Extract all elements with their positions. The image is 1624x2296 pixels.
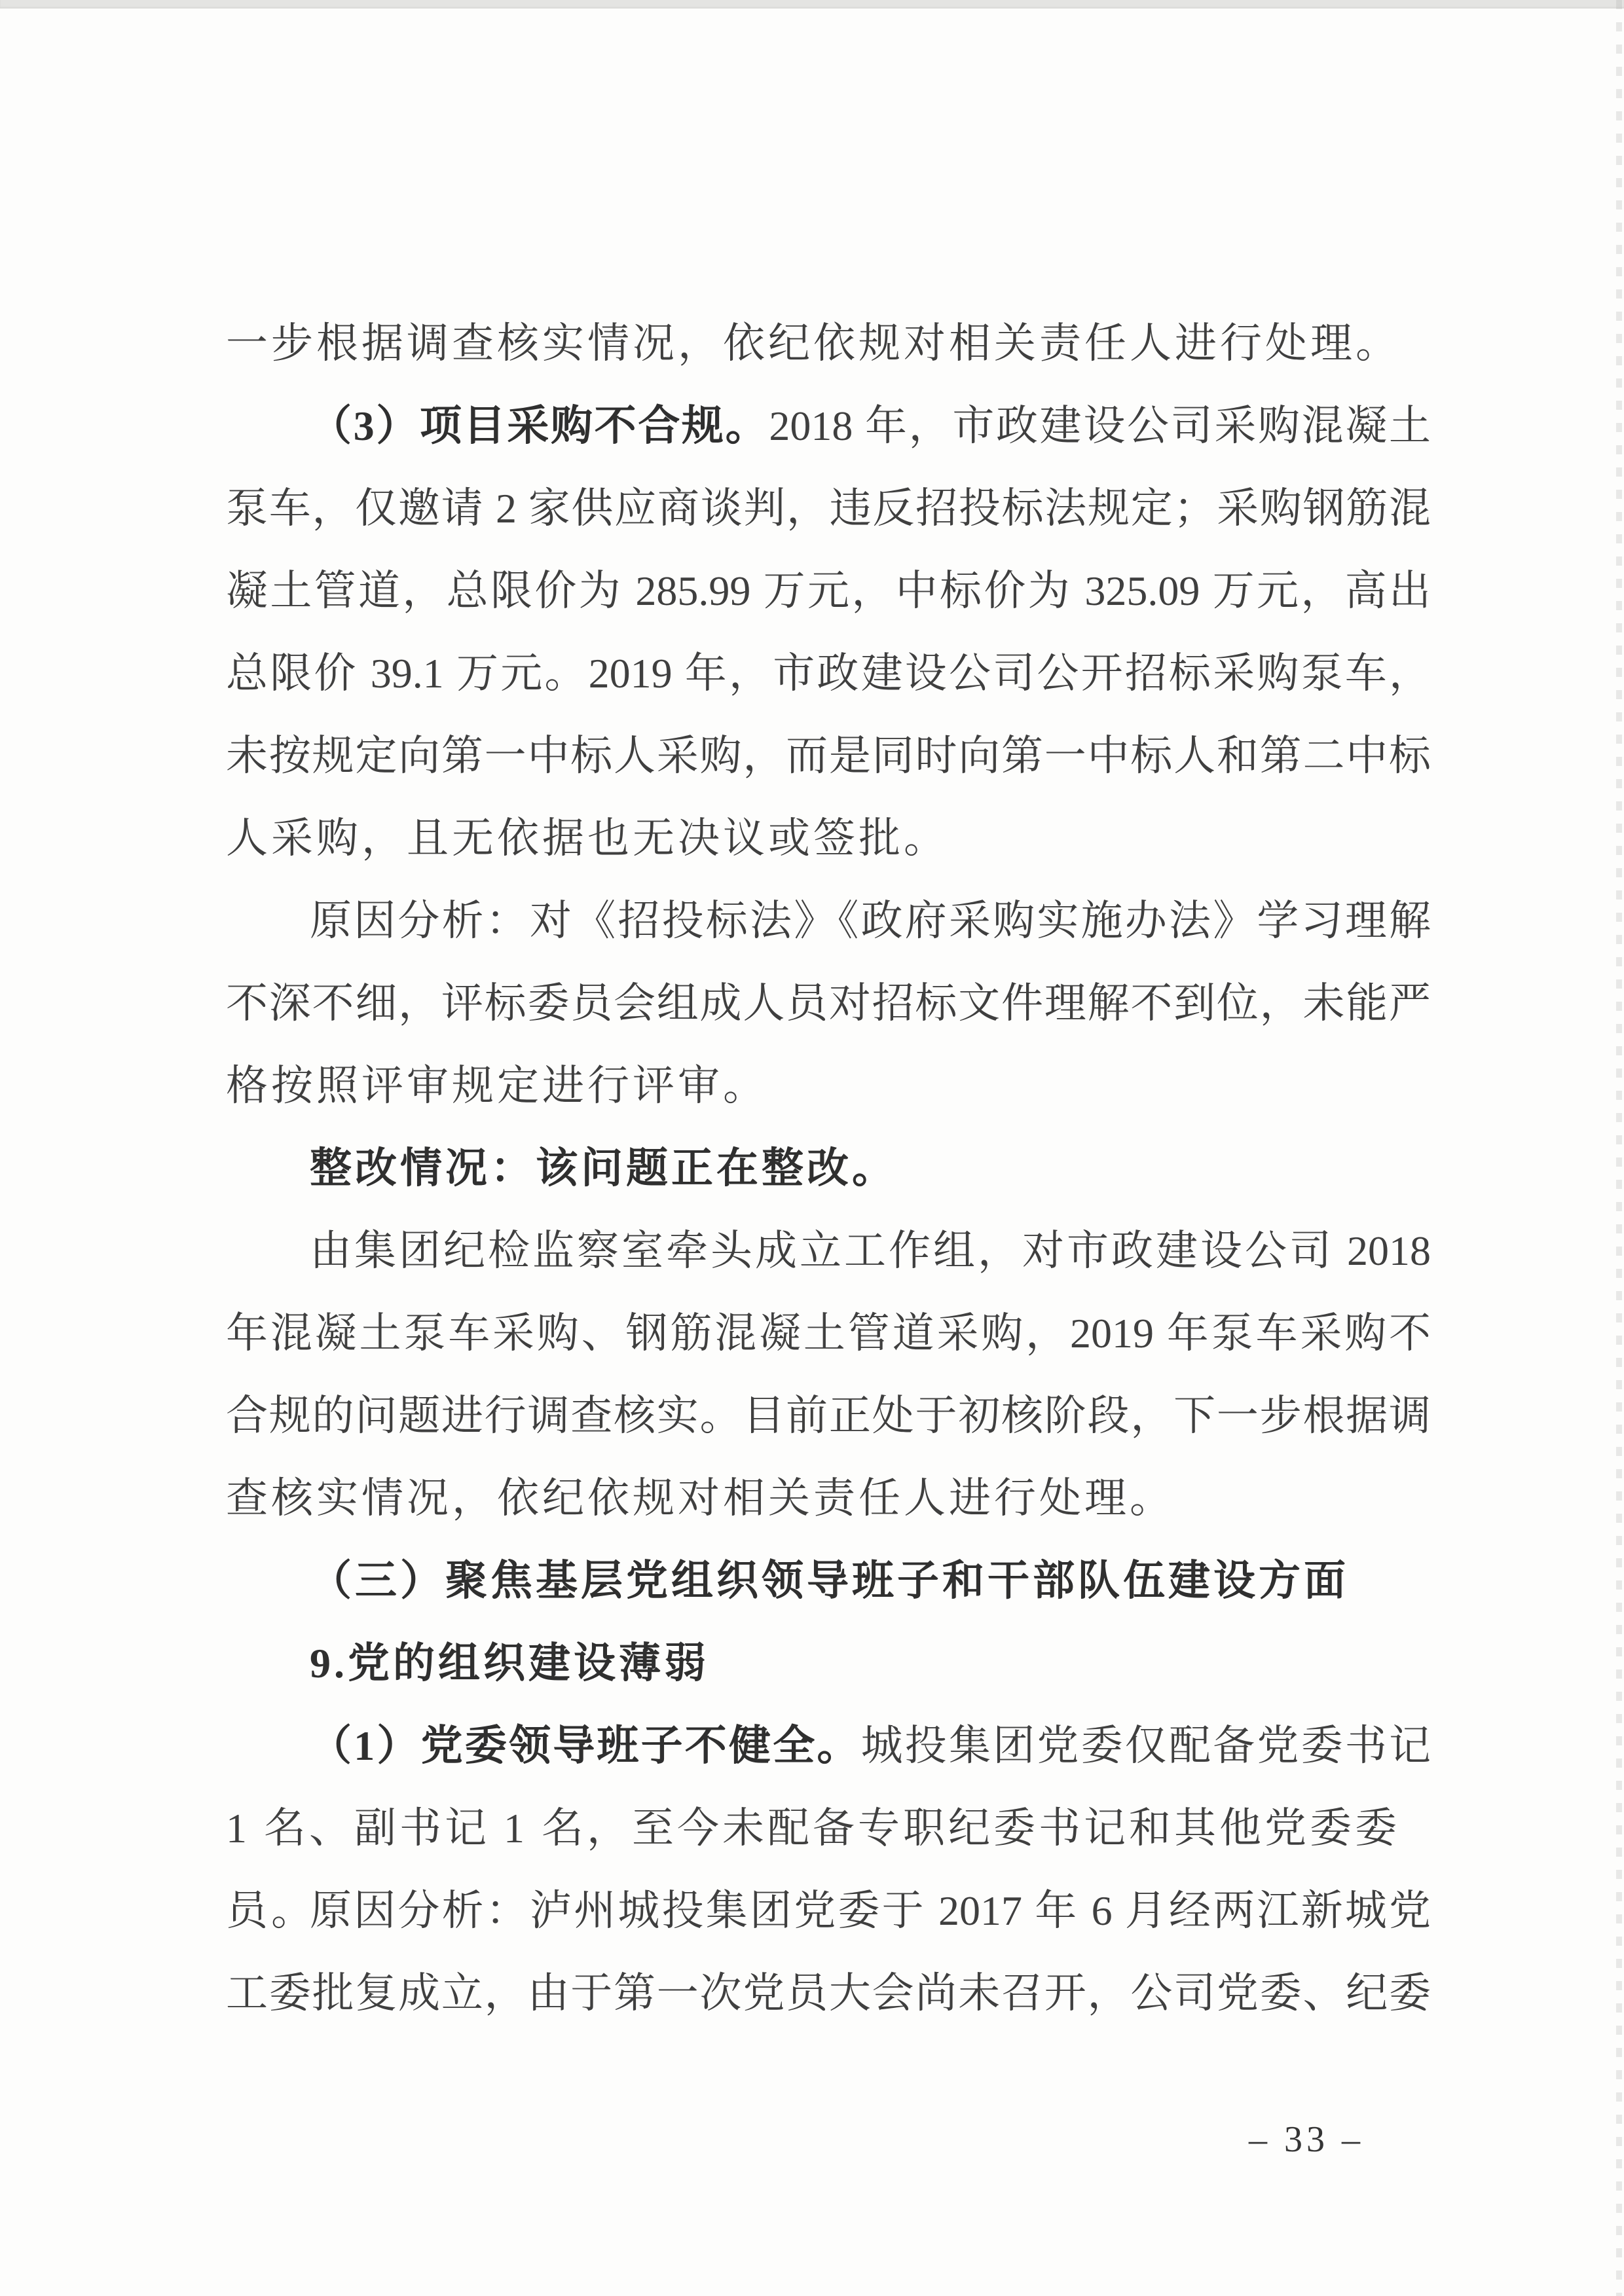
- text-line: [226, 1622, 1431, 1705]
- page-number: – 33 –: [1249, 2119, 1364, 2160]
- text-line: [226, 385, 1431, 467]
- document-text-block: [226, 302, 1431, 2035]
- text-segment: 原因分析：泸州城投集团党委于 2017 年 6 月经两江新城党: [310, 1887, 1431, 1934]
- text-line: [226, 797, 1431, 880]
- text-segment: 凝土管道，总限价为 285.99 万元，中标价为 325.09 万元，高出: [226, 568, 1431, 614]
- text-line: [226, 1210, 1431, 1292]
- text-segment: 2018 年，市政建设公司采购混凝土: [769, 403, 1431, 449]
- text-segment: 1 名、副书记 1 名，至今未配备专职纪委书记和其他党委委员。: [226, 1805, 1400, 1934]
- text-segment-bold: 整改情况：该问题正在整改。: [310, 1145, 897, 1192]
- text-segment: 工委批复成立，由于第一次党员大会尚未召开，公司党委、纪委: [226, 1970, 1431, 2016]
- text-segment: 人采购，且无依据也无决议或签批。: [226, 815, 949, 862]
- text-line: [226, 1375, 1431, 1457]
- text-segment: 不深不细，评标委员会组成人员对招标文件理解不到位，未能严: [226, 980, 1431, 1027]
- text-segment: 泵车，仅邀请 2 家供应商谈判，违反招投标法规定；采购钢筋混: [226, 485, 1431, 532]
- text-segment: 城投集团党委仅配备党委书记: [860, 1722, 1431, 1769]
- text-line: [226, 715, 1431, 797]
- text-segment-bold: （1）党委领导班子不健全。: [310, 1722, 861, 1769]
- text-line: [226, 1705, 1431, 1787]
- text-segment-bold: （三）聚焦基层党组织领导班子和干部队伍建设方面: [310, 1558, 1349, 1604]
- text-line: [226, 1045, 1431, 1127]
- text-line: [226, 1292, 1431, 1375]
- text-segment: 原因分析：对《招投标法》《政府采购实施办法》学习理解: [310, 898, 1431, 944]
- text-line: [226, 467, 1431, 550]
- text-segment: 合规的问题进行调查核实。目前正处于初核阶段，下一步根据调: [226, 1393, 1431, 1439]
- text-line: [226, 962, 1431, 1045]
- scan-artifact-right-line: [1616, 0, 1622, 2296]
- text-segment: 未按规定向第一中标人采购，而是同时向第一中标人和第二中标: [226, 733, 1431, 779]
- text-segment: 总限价 39.1 万元。2019 年，市政建设公司公开招标采购泵车，: [226, 650, 1431, 697]
- scan-artifact-top-band: [0, 0, 1624, 9]
- text-line: [226, 1457, 1431, 1540]
- text-line: [226, 1952, 1431, 2035]
- text-line: [226, 880, 1431, 962]
- text-segment-bold: （3）项目采购不合规。: [310, 403, 769, 449]
- text-line: [226, 302, 1431, 385]
- text-line: [226, 632, 1431, 715]
- text-segment: 由集团纪检监察室牵头成立工作组，对市政建设公司 2018: [310, 1228, 1431, 1274]
- text-segment: 查核实情况，依纪依规对相关责任人进行处理。: [226, 1475, 1175, 1522]
- text-line: [226, 1127, 1431, 1210]
- text-line: [226, 550, 1431, 632]
- text-line: [226, 1870, 1431, 1952]
- text-segment: 年混凝土泵车采购、钢筋混凝土管道采购，2019 年泵车采购不: [226, 1310, 1431, 1357]
- text-segment: 格按照评审规定进行评审。: [226, 1063, 768, 1109]
- text-segment-bold: 9.党的组织建设薄弱: [310, 1640, 709, 1686]
- text-segment: 一步根据调查核实情况，依纪依规对相关责任人进行处理。: [226, 320, 1401, 367]
- text-line: [226, 1540, 1431, 1622]
